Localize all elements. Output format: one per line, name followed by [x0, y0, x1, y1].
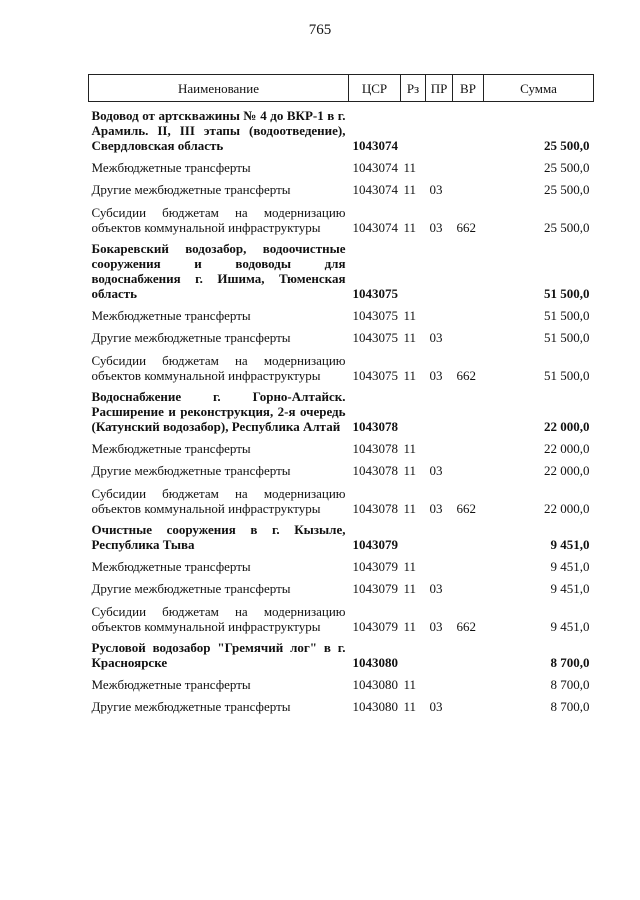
- table-row: [89, 301, 594, 323]
- header-sum: Сумма: [484, 75, 594, 102]
- cell-rz: 11: [403, 160, 417, 175]
- cell-csr: 1043079: [352, 581, 398, 596]
- cell-csr: 1043075: [352, 330, 398, 345]
- cell-vr: [453, 552, 484, 574]
- cell-vr: [453, 574, 484, 596]
- cell-vr: [453, 175, 484, 197]
- cell-pr: [426, 552, 453, 574]
- cell-pr: [426, 383, 453, 434]
- cell-pr: 03: [429, 182, 443, 197]
- cell-vr: [453, 102, 484, 154]
- cell-sum: 8 700,0: [550, 655, 590, 670]
- header-name: Наименование: [89, 75, 349, 102]
- cell-csr: 1043080: [352, 677, 398, 692]
- cell-pr: [426, 301, 453, 323]
- cell-sum: 25 500,0: [544, 220, 590, 235]
- cell-pr: [426, 235, 453, 301]
- cell-sum: 51 500,0: [544, 286, 590, 301]
- table-row: [89, 175, 594, 197]
- cell-pr: 03: [429, 581, 443, 596]
- cell-name: Другие межбюджетные трансферты: [91, 581, 291, 596]
- cell-csr: 1043080: [352, 699, 398, 714]
- cell-rz: [401, 634, 426, 670]
- section-row: [89, 102, 594, 154]
- cell-rz: [401, 102, 426, 154]
- cell-vr: 662: [456, 368, 476, 383]
- section-row: [89, 516, 594, 552]
- cell-pr: 03: [429, 368, 443, 383]
- cell-sum: 22 000,0: [544, 441, 590, 456]
- cell-sum: 25 500,0: [544, 182, 590, 197]
- cell-pr: [426, 670, 453, 692]
- cell-csr: 1043080: [352, 655, 398, 670]
- cell-name: Субсидии бюджетам на модернизацию объектов коммунальной инфраструктуры: [91, 604, 346, 634]
- cell-name: Русловой водозабор "Гремячий лог" в г. Красноярске: [91, 640, 346, 670]
- cell-pr: [426, 153, 453, 175]
- cell-pr: [426, 516, 453, 552]
- cell-vr: 662: [456, 501, 476, 516]
- section-row: [89, 383, 594, 434]
- cell-vr: [453, 456, 484, 478]
- cell-vr: [453, 634, 484, 670]
- cell-sum: 51 500,0: [544, 368, 590, 383]
- cell-sum: 9 451,0: [550, 619, 590, 634]
- cell-rz: 11: [403, 501, 417, 516]
- cell-rz: 11: [403, 182, 417, 197]
- cell-vr: [453, 235, 484, 301]
- cell-pr: [426, 102, 453, 154]
- cell-name: Межбюджетные трансферты: [91, 308, 251, 323]
- cell-csr: 1043075: [352, 308, 398, 323]
- cell-name: Водовод от артскважины № 4 до ВКР-1 в г. Арамиль. II, III этапы (водоотведение), Свердловская область: [91, 108, 346, 153]
- cell-pr: [426, 434, 453, 456]
- cell-sum: 8 700,0: [550, 699, 590, 714]
- cell-csr: 1043079: [352, 537, 398, 552]
- cell-csr: 1043078: [352, 463, 398, 478]
- cell-name: Субсидии бюджетам на модернизацию объектов коммунальной инфраструктуры: [91, 205, 346, 235]
- cell-rz: 11: [403, 308, 417, 323]
- table-row: [89, 456, 594, 478]
- cell-name: Субсидии бюджетам на модернизацию объектов коммунальной инфраструктуры: [91, 353, 346, 383]
- cell-name: Другие межбюджетные трансферты: [91, 463, 291, 478]
- table-row: [89, 596, 594, 634]
- cell-vr: 662: [456, 220, 476, 235]
- header-vr: ВР: [453, 75, 484, 102]
- cell-csr: 1043074: [352, 138, 398, 153]
- cell-rz: 11: [403, 559, 417, 574]
- cell-name: Другие межбюджетные трансферты: [91, 699, 291, 714]
- cell-sum: 25 500,0: [544, 138, 590, 153]
- table-row: [89, 153, 594, 175]
- cell-vr: [453, 383, 484, 434]
- table-row: [89, 692, 594, 714]
- header-csr: ЦСР: [349, 75, 401, 102]
- table-row: [89, 574, 594, 596]
- cell-sum: 25 500,0: [544, 160, 590, 175]
- section-row: [89, 235, 594, 301]
- cell-name: Межбюджетные трансферты: [91, 441, 251, 456]
- cell-sum: 9 451,0: [550, 559, 590, 574]
- cell-name: Межбюджетные трансферты: [91, 677, 251, 692]
- table-row: [89, 345, 594, 383]
- cell-name: Другие межбюджетные трансферты: [91, 182, 291, 197]
- cell-sum: 9 451,0: [550, 581, 590, 596]
- cell-rz: 11: [403, 699, 417, 714]
- cell-vr: 662: [456, 619, 476, 634]
- cell-vr: [453, 323, 484, 345]
- cell-csr: 1043079: [352, 559, 398, 574]
- cell-pr: [426, 634, 453, 670]
- cell-sum: 8 700,0: [550, 677, 590, 692]
- cell-sum: 51 500,0: [544, 330, 590, 345]
- cell-rz: [401, 516, 426, 552]
- table-body: [89, 102, 594, 715]
- cell-pr: 03: [429, 220, 443, 235]
- cell-vr: [453, 516, 484, 552]
- cell-csr: 1043079: [352, 619, 398, 634]
- cell-vr: [453, 301, 484, 323]
- header-rz: Рз: [401, 75, 426, 102]
- cell-sum: 22 000,0: [544, 501, 590, 516]
- cell-sum: 9 451,0: [550, 537, 590, 552]
- cell-csr: 1043075: [352, 286, 398, 301]
- table-row: [89, 434, 594, 456]
- table-row: [89, 552, 594, 574]
- cell-csr: 1043074: [352, 160, 398, 175]
- cell-rz: 11: [403, 463, 417, 478]
- table-row: [89, 670, 594, 692]
- page-number: 765: [308, 22, 332, 38]
- cell-csr: 1043078: [352, 441, 398, 456]
- cell-rz: [401, 383, 426, 434]
- header-pr: ПР: [426, 75, 453, 102]
- cell-sum: 22 000,0: [544, 419, 590, 434]
- cell-rz: 11: [403, 619, 417, 634]
- cell-pr: 03: [429, 501, 443, 516]
- table-row: [89, 323, 594, 345]
- cell-name: Бокаревский водозабор, водоочистные сооружения и водоводы для водоснабжения г. Ишима, Тюменская область: [91, 241, 346, 301]
- cell-pr: 03: [429, 619, 443, 634]
- table-row: [89, 197, 594, 235]
- cell-name: Субсидии бюджетам на модернизацию объектов коммунальной инфраструктуры: [91, 486, 346, 516]
- cell-rz: [401, 235, 426, 301]
- table-row: [89, 478, 594, 516]
- cell-pr: 03: [429, 699, 443, 714]
- cell-sum: 51 500,0: [544, 308, 590, 323]
- cell-name: Другие межбюджетные трансферты: [91, 330, 291, 345]
- cell-pr: 03: [429, 463, 443, 478]
- section-row: [89, 634, 594, 670]
- budget-table: [88, 74, 594, 714]
- cell-csr: 1043074: [352, 182, 398, 197]
- cell-rz: 11: [403, 677, 417, 692]
- cell-rz: 11: [403, 368, 417, 383]
- cell-name: Межбюджетные трансферты: [91, 160, 251, 175]
- cell-csr: 1043075: [352, 368, 398, 383]
- cell-vr: [453, 434, 484, 456]
- cell-csr: 1043078: [352, 419, 398, 434]
- cell-csr: 1043074: [352, 220, 398, 235]
- cell-name: Межбюджетные трансферты: [91, 559, 251, 574]
- cell-vr: [453, 153, 484, 175]
- cell-rz: 11: [403, 220, 417, 235]
- cell-rz: 11: [403, 581, 417, 596]
- cell-name: Очистные сооружения в г. Кызыле, Республика Тыва: [91, 522, 346, 552]
- cell-name: Водоснабжение г. Горно-Алтайск. Расширение и реконструкция, 2-я очередь (Катунский водозабор), Республика Алтай: [91, 389, 346, 434]
- cell-csr: 1043078: [352, 501, 398, 516]
- cell-pr: 03: [429, 330, 443, 345]
- table-header: [89, 75, 594, 102]
- cell-sum: 22 000,0: [544, 463, 590, 478]
- cell-vr: [453, 692, 484, 714]
- cell-rz: 11: [403, 441, 417, 456]
- cell-vr: [453, 670, 484, 692]
- cell-rz: 11: [403, 330, 417, 345]
